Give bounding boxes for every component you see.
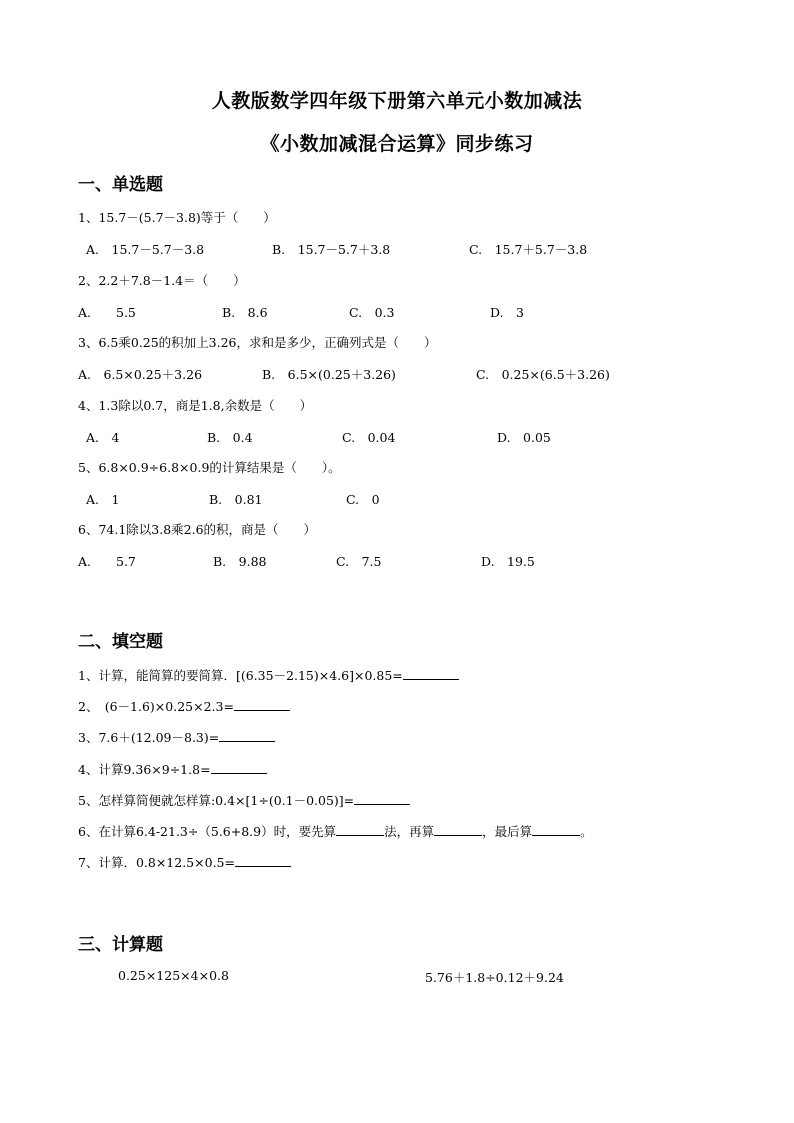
answer-blank[interactable] <box>219 729 275 742</box>
section-heading-fill-in: 二、填空题 <box>78 632 163 652</box>
mcq-1-stem: 1、15.7－(5.7－3.8)等于（ ） <box>78 210 276 225</box>
mcq-6-option-a: A. 5.7 <box>78 554 136 569</box>
fill-question-5 <box>78 791 410 809</box>
fill-question-2 <box>78 697 290 715</box>
mcq-1-option-a: A. 15.7－5.7－3.8 <box>86 242 205 257</box>
fill-question-6-text-a: 6、在计算6.4-21.3÷（5.6+8.9）时，要先算 <box>78 824 337 839</box>
answer-blank[interactable] <box>403 667 459 680</box>
answer-blank[interactable] <box>336 823 384 836</box>
fill-question-4-text: 4、计算9.36×9÷1.8= <box>78 762 211 777</box>
mcq-4-option-d: D. 0.05 <box>497 430 551 445</box>
mcq-3-option-b: B. 6.5×(0.25＋3.26) <box>262 367 396 382</box>
fill-question-6-text-c: ，最后算 <box>482 824 533 839</box>
mcq-1-option-b: B. 15.7－5.7＋3.8 <box>272 242 391 257</box>
mcq-1-option-c: C. 15.7＋5.7－3.8 <box>469 242 588 257</box>
mcq-6-stem: 6、74.1除以3.8乘2.6的积，商是（ ） <box>78 522 317 537</box>
fill-question-5-text: 5、怎样算简便就怎样算:0.4×[1÷(0.1－0.05)]= <box>78 793 355 808</box>
fill-question-4 <box>78 760 267 778</box>
mcq-3-option-a: A. 6.5×0.25＋3.26 <box>78 367 203 382</box>
mcq-4-option-c: C. 0.04 <box>342 430 396 445</box>
answer-blank[interactable] <box>234 698 290 711</box>
fill-question-7 <box>78 853 291 871</box>
mcq-6-option-d: D. 19.5 <box>481 554 535 569</box>
calc-expression-2: 5.76＋1.8÷0.12＋9.24 <box>425 970 564 985</box>
mcq-4-stem: 4、1.3除以0.7，商是1.8,余数是（ ） <box>78 398 313 413</box>
fill-question-3 <box>78 728 275 746</box>
page-subtitle: 《小数加减混合运算》同步练习 <box>260 133 534 155</box>
fill-question-7-text: 7、计算．0.8×12.5×0.5= <box>78 855 235 870</box>
section-heading-multiple-choice: 一、单选题 <box>78 175 163 195</box>
fill-question-1-text: 1、计算，能简算的要简算．[(6.35－2.15)×4.6]×0.85= <box>78 668 403 683</box>
mcq-2-option-c: C. 0.3 <box>349 305 395 320</box>
section-heading-calculation: 三、计算题 <box>78 935 163 955</box>
fill-question-2-text: 2、 (6－1.6)×0.25×2.3= <box>78 699 234 714</box>
answer-blank[interactable] <box>354 792 410 805</box>
calc-expression-1: 0.25×125×4×0.8 <box>118 968 229 983</box>
mcq-5-option-c: C. 0 <box>346 492 380 507</box>
mcq-4-option-b: B. 0.4 <box>207 430 253 445</box>
mcq-6-option-c: C. 7.5 <box>336 554 382 569</box>
mcq-4-option-a: A. 4 <box>86 430 120 445</box>
page-title: 人教版数学四年级下册第六单元小数加减法 <box>211 90 583 112</box>
fill-question-6-text-d: 。 <box>580 824 593 839</box>
fill-question-1 <box>78 666 459 684</box>
mcq-5-stem: 5、6.8×0.9÷6.8×0.9的计算结果是（ ）。 <box>78 460 341 475</box>
fill-question-6-text-b: 法，再算 <box>384 824 435 839</box>
mcq-2-option-b: B. 8.6 <box>222 305 268 320</box>
mcq-2-stem: 2、2.2＋7.8－1.4＝（ ） <box>78 273 246 288</box>
answer-blank[interactable] <box>532 823 580 836</box>
answer-blank[interactable] <box>211 761 267 774</box>
fill-question-3-text: 3、7.6＋(12.09－8.3)= <box>78 730 220 745</box>
mcq-6-option-b: B. 9.88 <box>213 554 267 569</box>
mcq-2-option-d: D. 3 <box>490 305 525 320</box>
fill-question-6 <box>78 822 593 840</box>
answer-blank[interactable] <box>434 823 482 836</box>
mcq-3-stem: 3、6.5乘0.25的积加上3.26，求和是多少，正确列式是（ ） <box>78 335 437 350</box>
mcq-5-option-b: B. 0.81 <box>209 492 263 507</box>
mcq-3-option-c: C. 0.25×(6.5＋3.26) <box>476 367 610 382</box>
mcq-5-option-a: A. 1 <box>86 492 120 507</box>
mcq-2-option-a: A. 5.5 <box>78 305 136 320</box>
answer-blank[interactable] <box>235 854 291 867</box>
